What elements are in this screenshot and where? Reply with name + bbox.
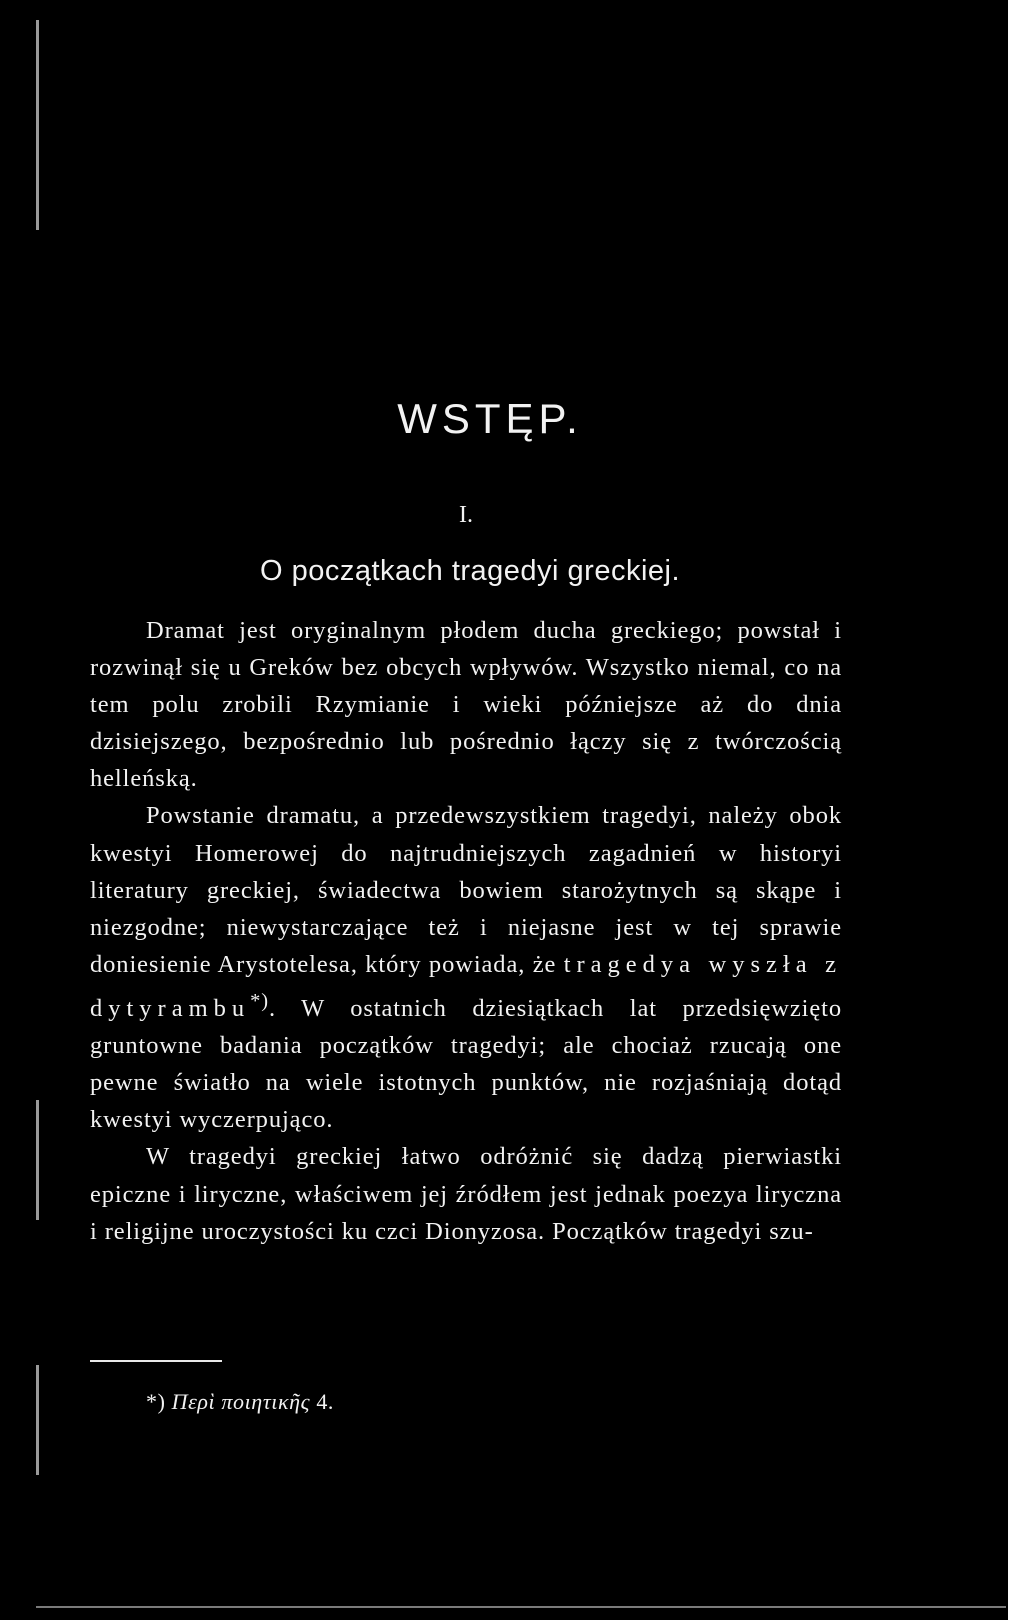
scan-bottom-edge [36, 1606, 1006, 1608]
paragraph-text: Powstanie dramatu, a przedewszystkiem tragedyi, należy obok kwestyi Homerowej do najtrudniejszych zagadnień w historyi literatury greckiej, świadectwa bowiem starożytnych są skąpe i niezgodne; niewystarczające też i niejasne jest w tej sprawie doniesienie Arystotelesa, który powiada, że [90, 802, 842, 978]
page-title: WSTĘP. [397, 395, 583, 442]
paragraph-text: . W ostatnich dziesiątkach lat przedsięwzięto gruntowne badania początków tragedyi; ale chociaż rzucają one pewne światło na wiele istotnych punktów, nie rozjaśniają dotąd kwestyi wyczerpująco. [90, 995, 842, 1134]
footnote-marker: *) [146, 1389, 166, 1414]
scan-edge-line [36, 1365, 39, 1475]
section-title: O początkach tragedyi greckiej. [259, 555, 681, 587]
footnote-reference: *) [250, 989, 269, 1012]
section-number: I. [459, 502, 473, 528]
emphasized-quote: tragedya wyszła z dytyrambu [90, 950, 843, 1023]
footnote-divider [90, 1360, 222, 1362]
scan-edge-line [36, 20, 39, 230]
body-text [90, 612, 842, 1250]
scan-right-margin [1008, 0, 1024, 1620]
footnote-reference-number: 4. [316, 1389, 335, 1414]
paragraph: Dramat jest oryginalnym płodem ducha greckiego; powstał i rozwinął się u Greków bez obcych wpływów. Wszystko niemal, co na tem polu zrobili Rzymianie i wieki późniejsze aż do dnia dzisiejszego, bezpośrednio lub pośrednio łączy się z twórczością helleńską. [90, 617, 842, 793]
scan-edge-line [36, 1100, 39, 1220]
footnote-greek-title: Περὶ ποιητικῆς [171, 1389, 311, 1414]
footnote [146, 1389, 334, 1415]
paragraph [90, 797, 842, 1138]
paragraph: W tragedyi greckiej łatwo odróżnić się dadzą pierwiastki epiczne i liryczne, właściwem jej źródłem jest jednak poezya liryczna i religijne uroczystości ku czci Dionyzosa. Początków tragedyi szu- [90, 1143, 842, 1245]
